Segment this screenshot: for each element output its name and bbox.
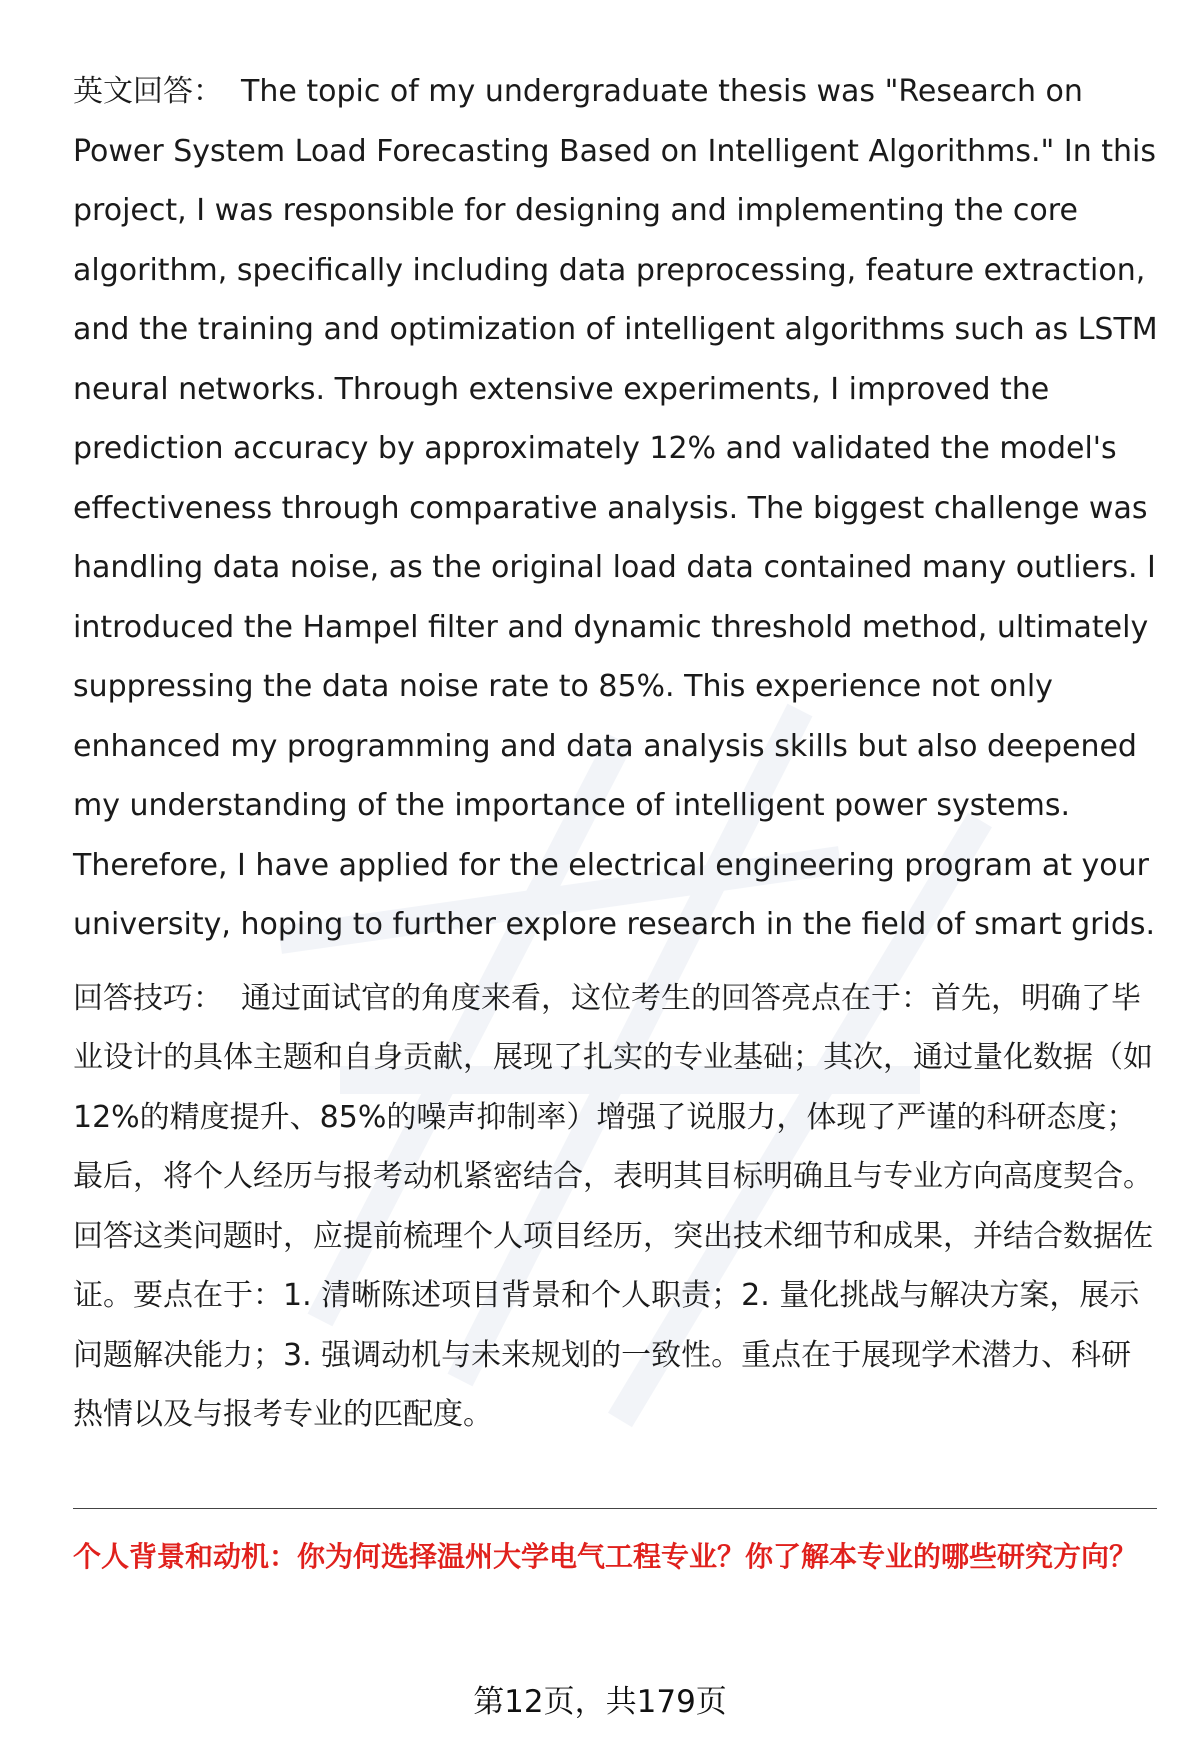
section-divider xyxy=(73,1508,1157,1509)
english-answer-paragraph xyxy=(73,62,1159,955)
english-answer-label: 英文回答： xyxy=(73,74,223,109)
english-answer-text: The topic of my undergraduate thesis was "Research on Power System Load Forecasting Based on Intelligent Algorithms." In this project, I was responsible for designing and implementing the core algorithm, specifically including data preprocessing, feature extraction, and the training and optimization of intelligent algorithms such as LSTM neural networks. Through extensive experiments, I improved the prediction accuracy by approximately 12% and validated the model's effectiveness through comparative analysis. The biggest challenge was handling data noise, as the original load data contained many outliers. I introduced the Hampel filter and dynamic threshold method, ultimately suppressing the data noise rate to 85%. This experience not only enhanced my programming and data analysis skills but also deepened my understanding of the importance of intelligent power systems. Therefore, I have applied for the electrical engineering program at your university, hoping to further explore research in the field of smart grids. xyxy=(73,74,1158,942)
next-question-heading: 个人背景和动机：你为何选择温州大学电气工程专业？你了解本专业的哪些研究方向？ xyxy=(73,1540,1138,1573)
answer-tips-text: 通过面试官的角度来看，这位考生的回答亮点在于：首先，明确了毕业设计的具体主题和自身贡献，展现了扎实的专业基础；其次，通过量化数据（如12%的精度提升、85%的噪声抑制率）增强了说服力，体现了严谨的科研态度；最后，将个人经历与报考动机紧密结合，表明其目标明确且与专业方向高度契合。回答这类问题时，应提前梳理个人项目经历，突出技术细节和成果，并结合数据佐证。要点在于：1. 清晰陈述项目背景和个人职责；2. 量化挑战与解决方案，展示问题解决能力；3. 强调动机与未来规划的一致性。重点在于展现学术潜力、科研热情以及与报考专业的匹配度。 xyxy=(73,980,1153,1432)
page-number-footer: 第12页，共179页 xyxy=(473,1684,727,1720)
main-content xyxy=(73,62,1159,1445)
answer-tips-paragraph xyxy=(73,969,1159,1445)
answer-tips-label: 回答技巧： xyxy=(73,980,223,1016)
